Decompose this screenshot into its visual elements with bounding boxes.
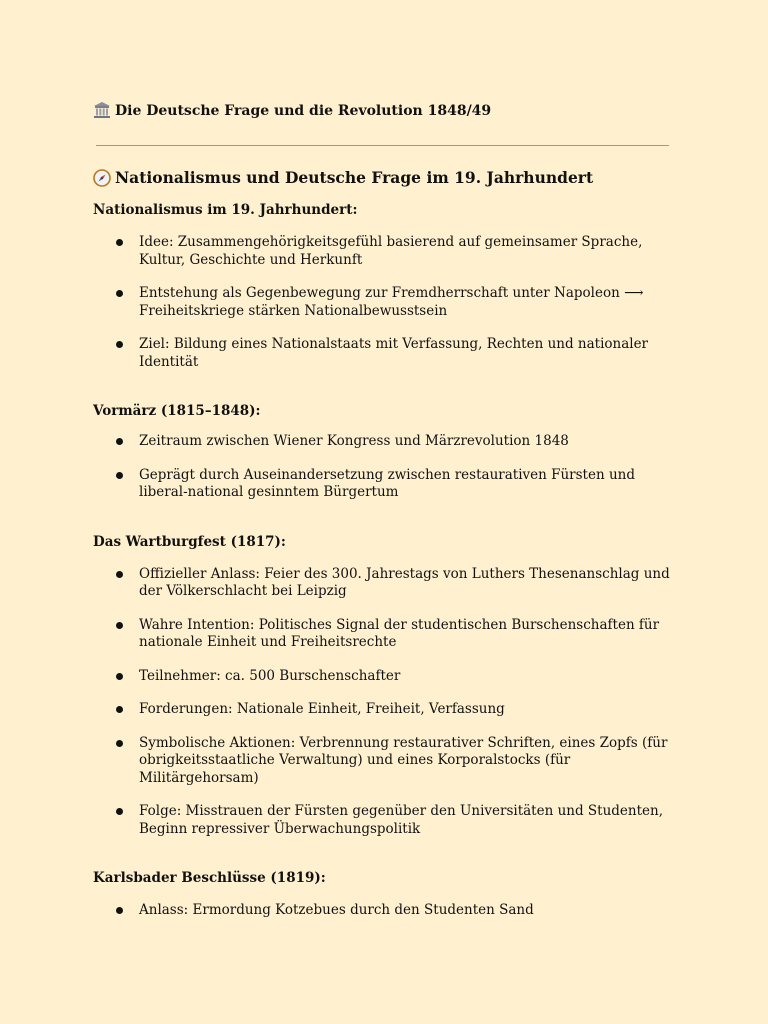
document-title [93, 101, 491, 120]
subsection-heading: Karlsbader Beschlüsse (1819): [93, 870, 326, 886]
document-title-text: Die Deutsche Frage und die Revolution 1848/49 [115, 103, 492, 119]
list-item: Forderungen: Nationale Einheit, Freiheit, Verfassung [93, 701, 683, 719]
notes-content [93, 201, 683, 920]
list-item: Geprägt durch Auseinandersetzung zwischen restaurativen Fürsten und liberal-national gesinntem Bürgertum [93, 467, 683, 502]
bullet-list [93, 566, 683, 839]
classical-building-icon [93, 101, 111, 119]
subsection-heading: Vormärz (1815–1848): [93, 403, 261, 419]
list-item: Wahre Intention: Politisches Signal der studentischen Burschenschaften für nationale Einheit und Freiheitsrechte [93, 617, 683, 652]
list-item: Symbolische Aktionen: Verbrennung restaurativer Schriften, eines Zopfs (für obrigkeitsstaatliche Verwaltung) und eines Korporalstocks (für Militärgehorsam) [93, 735, 683, 788]
section-heading-text: Nationalismus und Deutsche Frage im 19. Jahrhundert [115, 168, 594, 187]
bullet-list [93, 433, 683, 502]
section-heading [93, 168, 593, 188]
list-item: Offizieller Anlass: Feier des 300. Jahrestags von Luthers Thesenanschlag und der Völkerschlacht bei Leipzig [93, 566, 683, 601]
bullet-list [93, 234, 683, 371]
bullet-list [93, 902, 683, 920]
list-item: Anlass: Ermordung Kotzebues durch den Studenten Sand [93, 902, 683, 920]
subsection-heading: Das Wartburgfest (1817): [93, 533, 286, 550]
list-item: Idee: Zusammengehörigkeitsgefühl basierend auf gemeinsamer Sprache, Kultur, Geschichte und Herkunft [93, 234, 683, 269]
list-item: Teilnehmer: ca. 500 Burschenschafter [93, 668, 683, 686]
list-item: Ziel: Bildung eines Nationalstaats mit Verfassung, Rechten und nationaler Identität [93, 336, 683, 371]
subsection-heading: Nationalismus im 19. Jahrhundert: [93, 202, 358, 218]
list-item: Folge: Misstrauen der Fürsten gegenüber den Universitäten und Studenten, Beginn repressiver Überwachungspolitik [93, 803, 683, 838]
horizontal-divider [96, 145, 669, 146]
compass-icon [93, 169, 111, 187]
list-item: Entstehung als Gegenbewegung zur Fremdherrschaft unter Napoleon ⟶ Freiheitskriege stärken Nationalbewusstsein [93, 285, 683, 320]
list-item: Zeitraum zwischen Wiener Kongress und Märzrevolution 1848 [93, 433, 683, 451]
